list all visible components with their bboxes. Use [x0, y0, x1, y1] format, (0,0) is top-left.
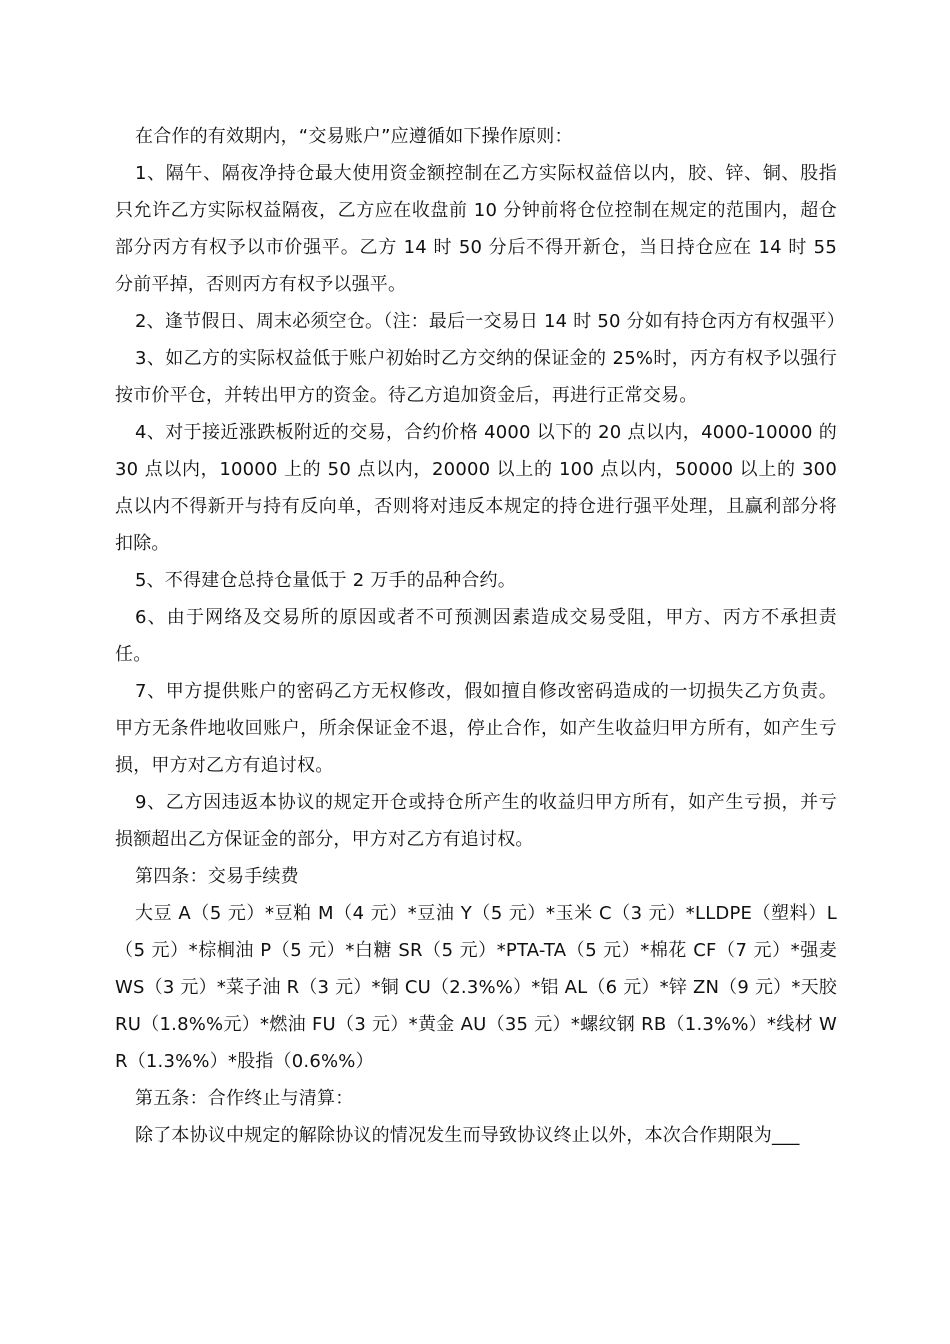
- article-4-heading: 第四条：交易手续费: [135, 866, 299, 887]
- rule-7-paragraph: 7、甲方提供账户的密码乙方无权修改，假如擅自修改密码造成的一切损失乙方负责。甲方无条件地收回账户，所余保证金不退，停止合作，如产生收益归甲方所有，如产生亏损，甲方对乙方有追讨权。: [115, 681, 837, 776]
- document-body: [115, 118, 845, 1154]
- article-5-heading: 第五条：合作终止与清算：: [135, 1088, 354, 1109]
- rule-2-paragraph: 2、逢节假日、周末必须空仓。（注：最后一交易日 14 时 50 分如有持仓丙方有权强平）: [135, 311, 845, 332]
- rule-9-paragraph: 9、乙方因违返本协议的规定开仓或持仓所产生的收益归甲方所有，如产生亏损，并亏损额超出乙方保证金的部分，甲方对乙方有追讨权。: [115, 792, 837, 850]
- fees-paragraph: 大豆 A（5 元）*豆粕 M（4 元）*豆油 Y（5 元）*玉米 C（3 元）*LLDPE（塑料）L（5 元）*棕榈油 P（5 元）*白糖 SR（5 元）*PTA-TA（5 元）*棉花 CF（7 元）*强麦 WS（3 元）*菜子油 R（3 元）*铜 CU（2.3%%）*铝 AL（6 元）*锌 ZN（9 元）*天胶 RU（1.8%%元）*燃油 FU（3 元）*黄金 AU（35 元）*螺纹钢 RB（1.3%%）*线材 WR（1.3%%）*股指（0.6%%）: [115, 903, 837, 1072]
- rule-6-paragraph: 6、由于网络及交易所的原因或者不可预测因素造成交易受阻，甲方、丙方不承担责任。: [115, 607, 837, 665]
- article-5-paragraph: 除了本协议中规定的解除协议的情况发生而导致协议终止以外，本次合作期限为___: [135, 1125, 800, 1146]
- intro-paragraph: 在合作的有效期内，“交易账户”应遵循如下操作原则：: [135, 126, 573, 147]
- rule-5-paragraph: 5、不得建仓总持仓量低于 2 万手的品种合约。: [135, 570, 516, 591]
- rule-1-paragraph: 1、隔午、隔夜净持仓最大使用资金额控制在乙方实际权益倍以内，胶、锌、铜、股指只允许乙方实际权益隔夜，乙方应在收盘前 10 分钟前将仓位控制在规定的范围内，超仓部分丙方有权予以市价强平。乙方 14 时 50 分后不得开新仓，当日持仓应在 14 时 55 分前平掉，否则丙方有权予以强平。: [115, 163, 837, 295]
- rule-4-paragraph: 4、对于接近涨跌板附近的交易，合约价格 4000 以下的 20 点以内，4000-10000 的 30 点以内，10000 上的 50 点以内，20000 以上的 100 点以内，50000 以上的 300 点以内不得新开与持有反向单，否则将对违反本规定的持仓进行强平处理，且赢利部分将扣除。: [115, 422, 837, 554]
- rule-3-paragraph: 3、如乙方的实际权益低于账户初始时乙方交纳的保证金的 25%时，丙方有权予以强行按市价平仓，并转出甲方的资金。待乙方追加资金后，再进行正常交易。: [115, 348, 837, 406]
